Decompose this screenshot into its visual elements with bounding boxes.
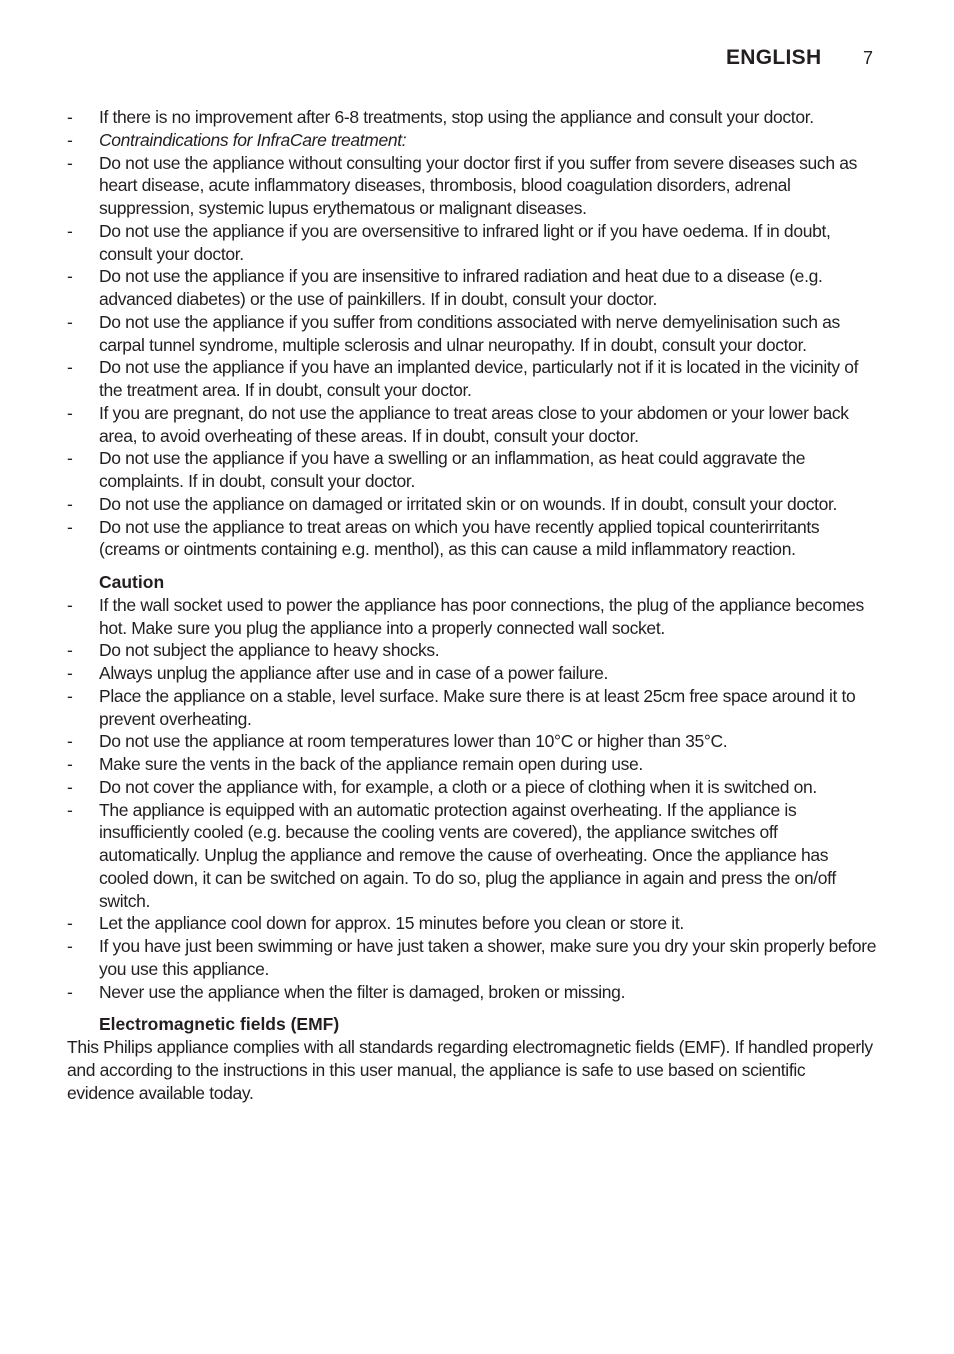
list-item-text: Make sure the vents in the back of the appliance remain open during use. [99,754,643,774]
list-dash: - [67,799,73,820]
list-dash: - [67,357,73,378]
list-item-text: The appliance is equipped with an automatic protection against overheating. If the appliance is insufficiently cooled (e.g. because the cooling vents are covered), the appliance switches off automatically. Unplug the appliance and remove the cause of overheating. Once the appliance has cooled down, it can be switched on again. To do so, plug the appliance in again and press the on/off switch. [99,799,836,911]
page-number: 7 [863,48,874,68]
list-item-text: If you are pregnant, do not use the appliance to treat areas close to your abdomen or your lower back area, to avoid overheating of these areas. If in doubt, consult your doctor. [99,402,849,446]
list-item [67,402,877,448]
list-item [67,265,877,311]
list-dash: - [67,640,73,661]
list-item-text: Do not use the appliance if you have an implanted device, particularly not if it is located in the vicinity of the treatment area. If in doubt, consult your doctor. [99,357,859,400]
list-item [67,129,877,152]
emf-paragraph: This Philips appliance complies with all standards regarding electromagnetic fields (EMF). If handled properly and according to the instructions in this user manual, the appliance is safe to use based on scientific evidence available today. [67,1037,873,1103]
list-item [67,776,877,799]
list-dash: - [67,913,73,934]
list-item [67,447,877,493]
list-item [67,493,877,516]
list-item-text: Let the appliance cool down for approx. 15 minutes before you clean or store it. [99,913,684,934]
list-item-text: Do not use the appliance if you suffer from conditions associated with nerve demyelinisation such as carpal tunnel syndrome, multiple sclerosis and ulnar neuropathy. If in doubt, consult your doctor. [99,311,840,355]
list-item [67,106,877,129]
list-item-text: If you have just been swimming or have just taken a shower, make sure you dry your skin properly before you use this appliance. [99,936,877,979]
list-item [67,356,877,402]
list-dash: - [67,731,73,752]
list-item-text: Always unplug the appliance after use and in case of a power failure. [99,663,608,683]
contraindications-list [67,106,877,561]
list-dash: - [67,311,73,332]
list-dash: - [67,107,73,127]
list-dash: - [67,754,73,774]
page-header [726,46,886,76]
list-item [67,685,877,731]
list-item-text: If there is no improvement after 6-8 treatments, stop using the appliance and consult your doctor. [99,107,814,127]
list-dash: - [67,152,73,173]
list-dash: - [67,129,73,150]
list-item-text: Place the appliance on a stable, level surface. Make sure there is at least 25cm free space around it to prevent overheating. [99,685,856,729]
list-item [67,935,877,981]
list-item [67,753,877,776]
contraindications-title: Contraindications for InfraCare treatment: [99,129,407,150]
list-item [67,152,877,220]
list-dash: - [67,516,73,537]
list-item-text: If the wall socket used to power the appliance has poor connections, the plug of the appliance becomes hot. Make sure you plug the appliance into a properly connected wall socket. [99,594,864,638]
list-dash: - [67,663,73,683]
emf-heading: Electromagnetic fields (EMF) [99,1014,340,1035]
list-item-text: Do not cover the appliance with, for example, a cloth or a piece of clothing when it is switched on. [99,776,817,797]
list-dash: - [67,493,73,514]
list-dash: - [67,220,73,241]
list-dash: - [67,266,73,287]
list-dash: - [67,981,73,1002]
caution-heading: Caution [99,572,165,592]
list-item [67,220,877,266]
list-item-text: Never use the appliance when the filter is damaged, broken or missing. [99,981,626,1002]
list-item [67,516,877,562]
language-label: ENGLISH [726,46,822,69]
list-dash: - [67,936,73,956]
list-dash: - [67,776,73,797]
list-item [67,311,877,357]
list-item [67,912,877,935]
list-dash: - [67,594,73,615]
caution-list [67,594,877,1004]
list-item [67,730,877,753]
list-item-text: Do not use the appliance to treat areas on which you have recently applied topical counterirritants (creams or ointments containing e.g. menthol), as this can cause a mild inflammatory reaction. [99,516,820,560]
list-item [67,981,877,1004]
list-item-text: Do not use the appliance if you are insensitive to infrared radiation and heat due to a disease (e.g. advanced diabetes) or the use of painkillers. If in doubt, consult your doctor. [99,266,823,309]
list-dash: - [67,402,73,423]
list-dash: - [67,448,73,469]
list-item-text: Do not use the appliance without consulting your doctor first if you suffer from severe diseases such as heart disease, acute inflammatory diseases, thrombosis, blood coagulation disorders, adrenal suppression, systemic lupus erythematous or malignant diseases. [99,152,857,218]
list-item-text: Do not use the appliance at room temperatures lower than 10°C or higher than 35°C. [99,731,728,752]
list-item-text: Do not subject the appliance to heavy shocks. [99,640,440,661]
list-item [67,594,877,640]
list-item [67,662,877,685]
list-item-text: Do not use the appliance if you have a swelling or an inflammation, as heat could aggravate the complaints. If in doubt, consult your doctor. [99,448,806,491]
list-item-text: Do not use the appliance on damaged or irritated skin or on wounds. If in doubt, consult your doctor. [99,493,838,514]
list-item [67,799,877,913]
list-item-text: Do not use the appliance if you are oversensitive to infrared light or if you have oedema. If in doubt, consult your doctor. [99,220,831,264]
document-body [67,106,877,1104]
list-dash: - [67,685,73,706]
list-item [67,639,877,662]
